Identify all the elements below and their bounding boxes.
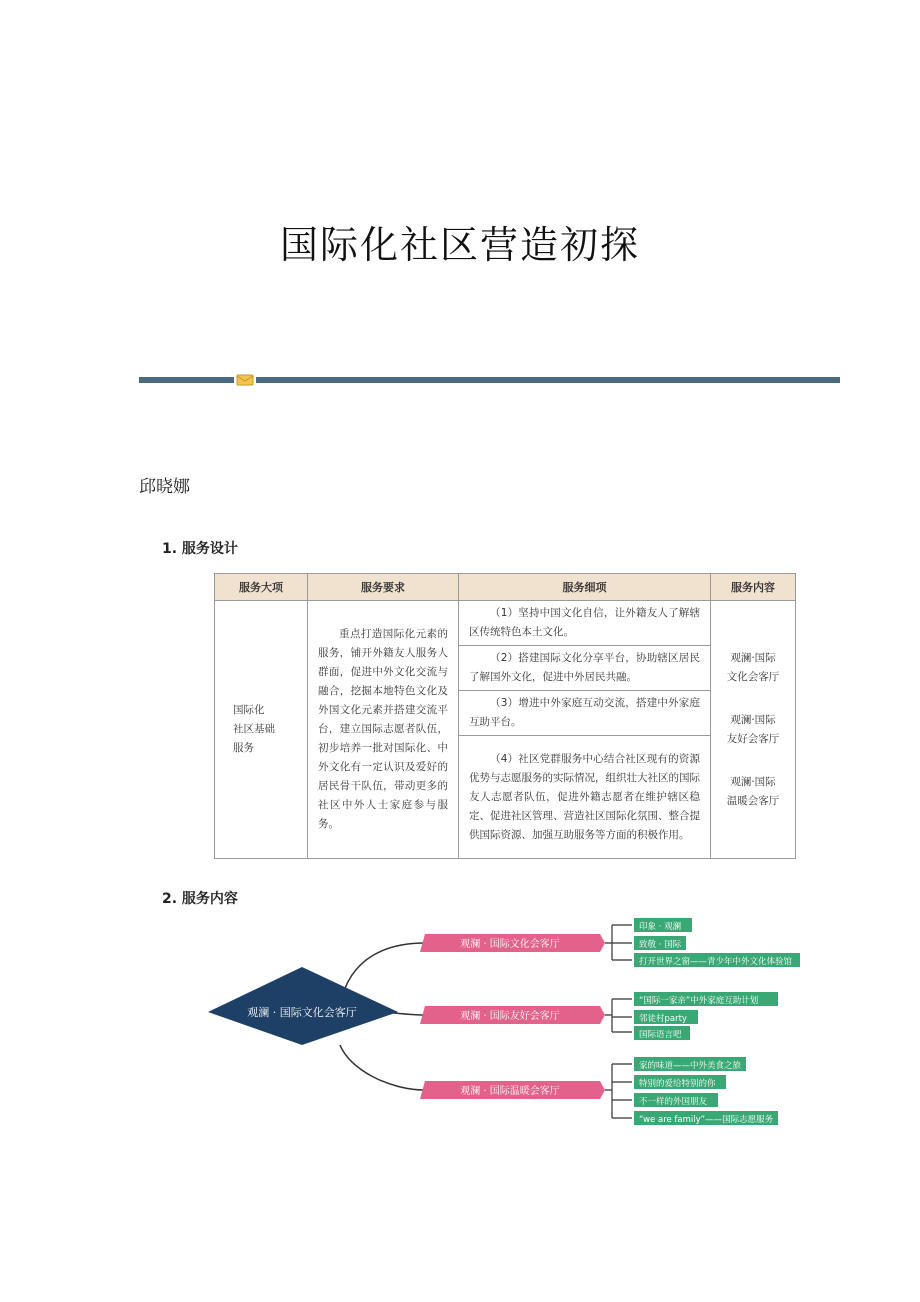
content-item: 观澜·国际 文化会客厅 xyxy=(726,651,780,683)
table-header-row xyxy=(215,574,796,601)
mindmap-leaf xyxy=(634,1093,718,1107)
service-table xyxy=(214,573,796,859)
mindmap-branch xyxy=(420,1081,605,1099)
mindmap-leaf-label: 印象 · 观澜 xyxy=(639,922,682,932)
detail-cell xyxy=(459,646,711,691)
detail-cell xyxy=(459,691,711,736)
mindmap-leaf-label: 特别的爱给特别的你 xyxy=(639,1079,716,1089)
mindmap-leaf xyxy=(634,1111,778,1125)
mindmap-leaf-label: 不一样的外国朋友 xyxy=(639,1097,708,1107)
table-row xyxy=(215,601,796,646)
mindmap-leaf-label: “we are family”——国际志愿服务 xyxy=(639,1115,774,1125)
table-header-cell: 服务内容 xyxy=(711,574,796,601)
section-heading-service-design: 1. 服务设计 xyxy=(162,541,238,557)
table-header-cell: 服务细项 xyxy=(459,574,711,601)
mindmap-branch xyxy=(420,1006,605,1024)
mindmap-branch-label: 观澜 · 国际文化会客厅 xyxy=(460,939,560,950)
mindmap-root xyxy=(208,967,398,1045)
mindmap-leaf-label: 邻徒村party xyxy=(639,1014,687,1024)
detail-text: （3）增进中外家庭互动交流，搭建中外家庭互助平台。 xyxy=(469,697,700,728)
detail-cell xyxy=(459,736,711,859)
mindmap-bracket xyxy=(605,925,632,1118)
table-header-cell: 服务要求 xyxy=(308,574,459,601)
mindmap-connector xyxy=(340,1045,425,1090)
document-title: 国际化社区营造初探 xyxy=(279,223,640,267)
detail-text: （4）社区党群服务中心结合社区现有的资源优势与志愿服务的实际情况，组织壮大社区的国际友人志愿者队伍，促进外籍志愿者在维护辖区稳定、促进社区管理、营造社区国际化氛围、整合提供国际资源、加强互助服务等方面的积极作用。 xyxy=(469,752,700,841)
mindmap-leaf xyxy=(634,953,800,967)
mindmap-root-label: 观澜 · 国际文化会客厅 xyxy=(247,1006,357,1019)
mindmap-leaf xyxy=(634,1026,690,1040)
mindmap-leaf-label: 打开世界之窗——青少年中外文化体验馆 xyxy=(639,957,793,967)
detail-text: （1）坚持中国文化自信，让外籍友人了解辖区传统特色本土文化。 xyxy=(469,607,700,638)
divider-bar xyxy=(139,374,840,386)
category-cell xyxy=(215,601,308,859)
mindmap-leaf xyxy=(634,1075,726,1089)
mindmap-leaf xyxy=(634,936,686,950)
mindmap-branch-label: 观澜 · 国际友好会客厅 xyxy=(460,1011,560,1022)
mindmap-leaf-label: “国际一家亲”中外家庭互助计划 xyxy=(639,996,759,1006)
content-item: 观澜·国际 友好会客厅 xyxy=(726,713,780,745)
mindmap-leaf xyxy=(634,992,778,1006)
mindmap-leaf xyxy=(634,1057,746,1071)
table-header-cell: 服务大项 xyxy=(215,574,308,601)
content-item: 观澜·国际 温暖会客厅 xyxy=(726,775,780,807)
mindmap-leaf xyxy=(634,1010,698,1024)
mindmap-leaf xyxy=(634,918,692,932)
mindmap-leaf-label: 家的味道——中外美食之旅 xyxy=(639,1061,742,1071)
mindmap-leaf-label: 致敬 · 国际 xyxy=(639,940,682,950)
mindmap-branch xyxy=(420,934,605,952)
detail-text: （2）搭建国际文化分享平台，协助辖区居民了解国外文化，促进中外居民共融。 xyxy=(469,652,700,683)
mindmap-diagram xyxy=(200,905,820,1145)
mindmap-leaf-label: 国际语言吧 xyxy=(639,1030,682,1040)
requirement-cell xyxy=(308,601,459,859)
requirement-text: 重点打造国际化元素的服务，铺开外籍友人服务人群面，促进中外文化交流与融合，挖掘本地特色文化及外国文化元素并搭建交流平台，建立国际志愿者队伍，初步培养一批对国际化、中外文化有一定认识及爱好的居民骨干队伍，带动更多的社区中外人士家庭参与服务。 xyxy=(318,628,448,830)
author-name: 邱晓娜 xyxy=(139,477,190,497)
envelope-icon xyxy=(237,375,253,385)
mindmap-branch-label: 观澜 · 国际温暖会客厅 xyxy=(460,1086,560,1097)
content-cell xyxy=(711,601,796,859)
detail-cell xyxy=(459,601,711,646)
section-heading-service-content: 2. 服务内容 xyxy=(162,891,238,907)
category-text: 国际化 社区基础 服务 xyxy=(233,704,275,754)
